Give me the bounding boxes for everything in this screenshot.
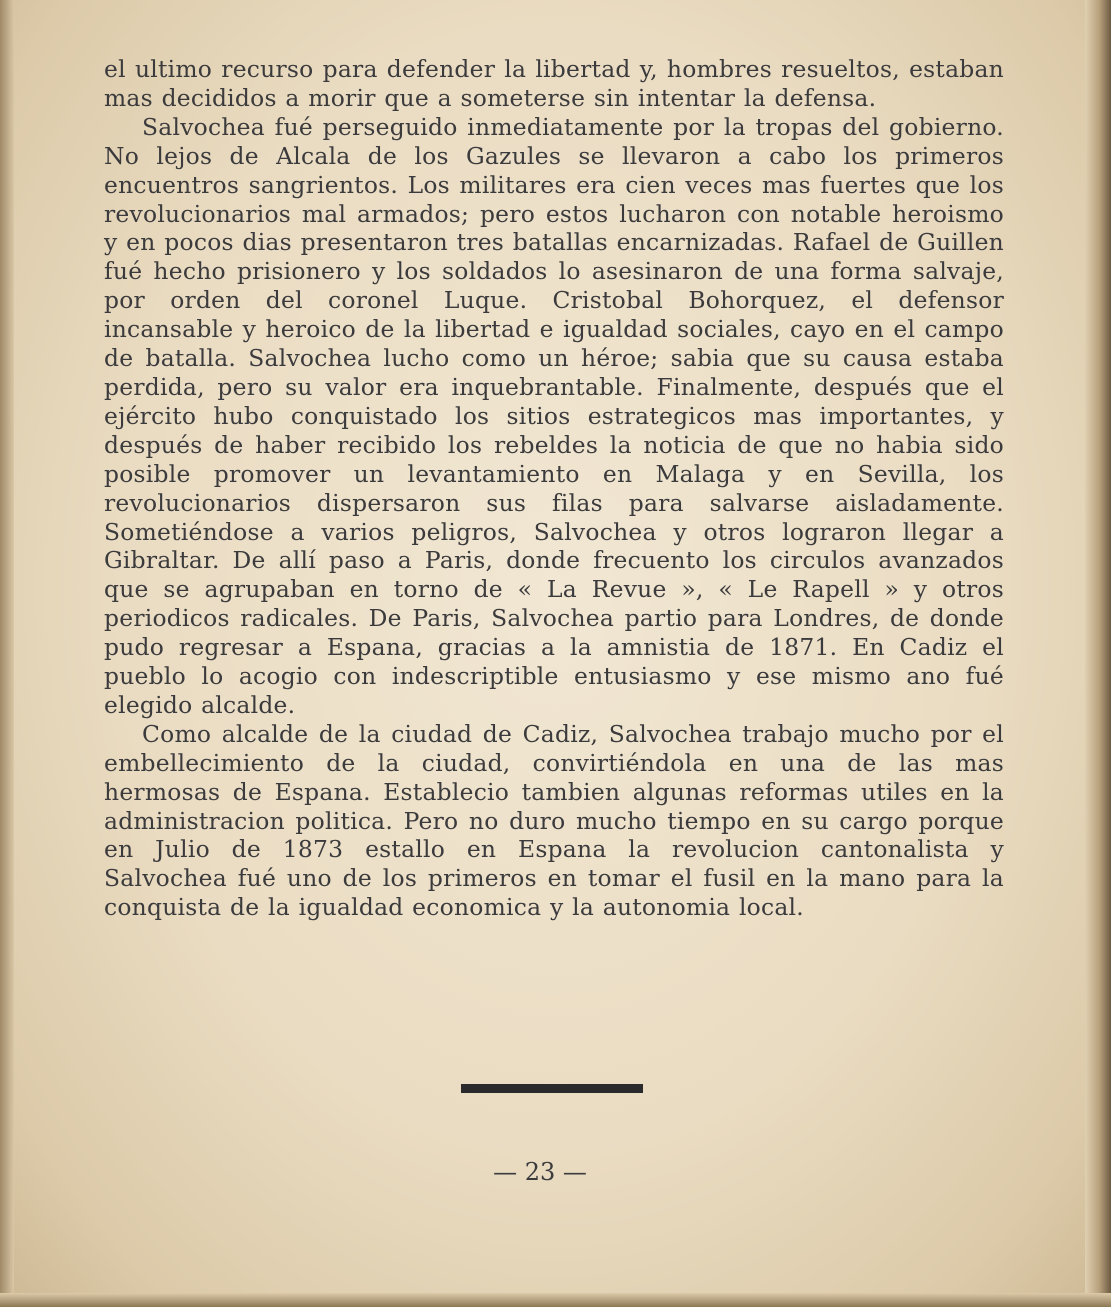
page-left-edge-shadow: [0, 0, 14, 1307]
page-right-edge-shadow: [1085, 0, 1111, 1307]
page-bottom-edge-shadow: [0, 1293, 1111, 1307]
section-divider-rule: [461, 1084, 643, 1093]
paragraph-mayor-cadiz: Como alcalde de la ciudad de Cadiz, Salvochea trabajo mucho por el embellecimiento de la ciudad, convirtiéndola en una de las mas hermosas de Espana. Establecio tambien algunas reformas utiles en la administracion politica. Pero no duro mucho tiempo en su cargo porque en Julio de 1873 estallo en Espana la revolucion cantonalista y Salvochea fué uno de los primeros en tomar el fusil en la mano para la conquista de la igualdad economica y la autonomia local.: [104, 719, 1004, 922]
page-number: — 23 —: [493, 1158, 587, 1186]
paragraph-continuation: el ultimo recurso para defender la libertad y, hombres resueltos, estaban mas decididos a morir que a someterse sin intentar la defensa.: [104, 55, 1004, 112]
body-text: [104, 55, 1004, 922]
paragraph-persecution: Salvochea fué perseguido inmediatamente por la tropas del gobierno. No lejos de Alcala de los Gazules se llevaron a cabo los primeros encuentros sangrientos. Los militares era cien veces mas fuertes que los revolucionarios mal armados; pero estos lucharon con notable heroismo y en pocos dias presentaron tres batallas encarnizadas. Rafael de Guillen fué hecho prisionero y los soldados lo asesinaron de una forma salvaje, por orden del coronel Luque. Cristobal Bohorquez, el defensor incansable y heroico de la libertad e igualdad sociales, cayo en el campo de batalla. Salvochea lucho como un héroe; sabia que su causa estaba perdida, pero su valor era inquebrantable. Finalmente, después que el ejército hubo conquistado los sitios estrategicos mas importantes, y después de haber recibido los rebeldes la noticia de que no habia sido posible promover un levantamiento en Malaga y en Sevilla, los revolucionarios dispersaron sus filas para salvarse aisladamente. Sometiéndose a varios peligros, Salvochea y otros lograron llegar a Gibraltar. De allí paso a Paris, donde frecuento los circulos avanzados que se agrupaban en torno de « La Revue », « Le Rapell » y otros periodicos radicales. De Paris, Salvochea partio para Londres, de donde pudo regresar a Espana, gracias a la amnistia de 1871. En Cadiz el pueblo lo acogio con indescriptible entusiasmo y ese mismo ano fué elegido alcalde.: [104, 112, 1004, 719]
